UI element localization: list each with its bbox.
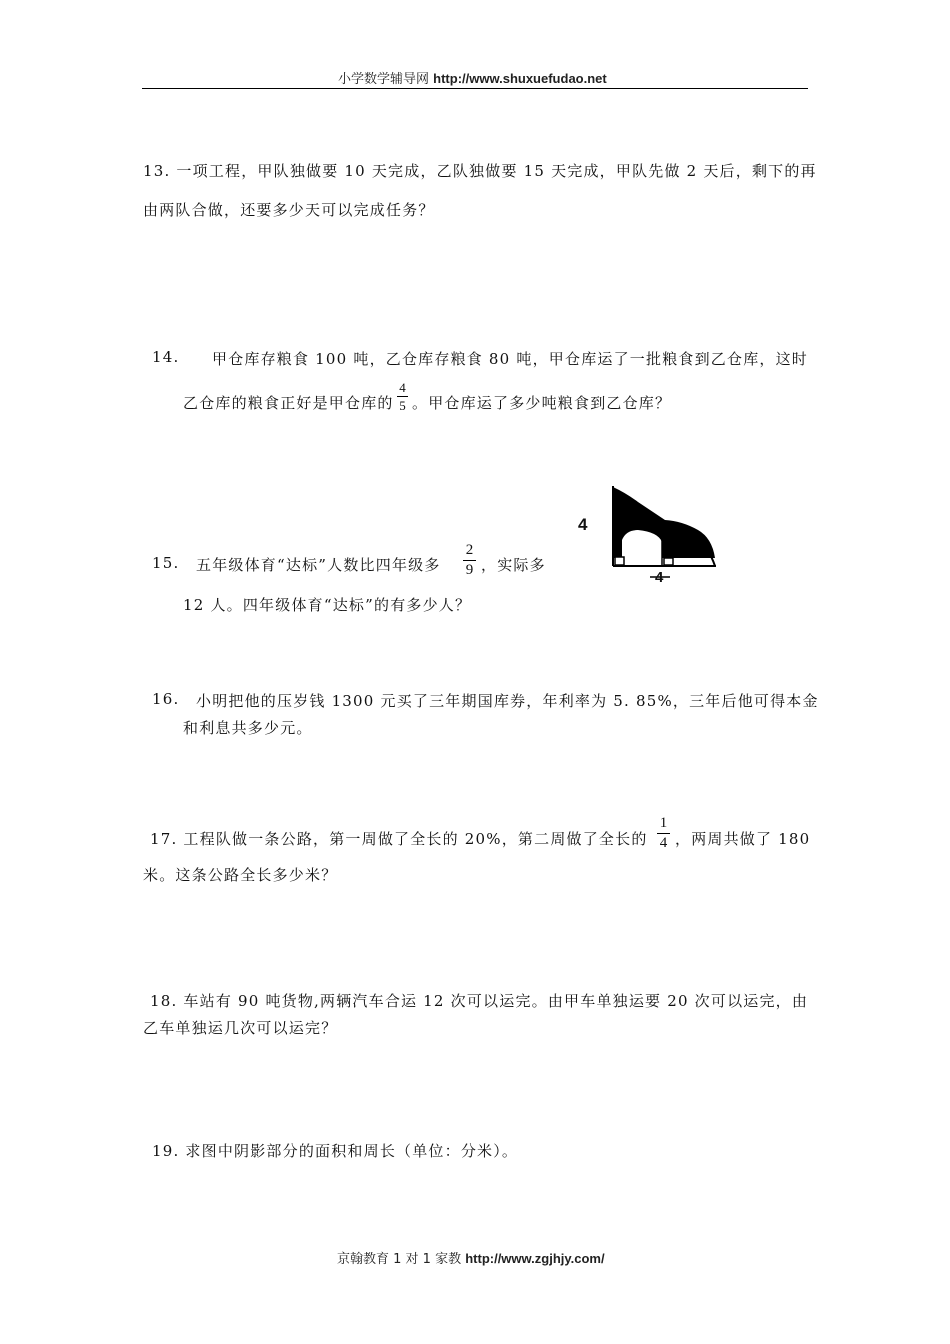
question-18-line-1: 18. 车站有 90 吨货物,两辆汽车合运 12 次可以运完。由甲车单独运要 20 次可以运完，由 [150,992,809,1010]
question-14-line-1: 甲仓库存粮食 100 吨，乙仓库存粮食 80 吨，甲仓库运了一批粮食到乙仓库，这时 [212,350,808,368]
question-17-line-2: 米。这条公路全长多少米？ [143,866,338,884]
header-site-name: 小学数学辅导网 [338,72,430,87]
fraction-one-quarter [657,816,670,851]
header-divider [142,88,808,89]
header-url[interactable]: http://www.shuxuefudao.net [433,71,607,86]
question-17-line-1a: 17. 工程队做一条公路，第一周做了全长的 20%，第二周做了全长的 [150,830,648,848]
question-15-line-2: 12 人。四年级体育“达标”的有多少人？ [183,596,472,614]
shaded-region [613,487,715,558]
question-16-line-2: 和利息共多少元。 [183,719,313,737]
question-15-line-1a: 五年级体育“达标”人数比四年级多 [196,556,441,574]
question-18-line-2: 乙车单独运几次可以运完？ [143,1019,338,1037]
fraction-denominator: 5 [399,398,406,413]
fraction-bar [657,833,670,834]
question-15-line-1b: ，实际多 [481,556,546,574]
question-14-line-2b: 。甲仓库运了多少吨粮食到乙仓库？ [412,394,672,412]
fraction-numerator: 1 [659,815,668,831]
question-16-line-1: 小明把他的压岁钱 1300 元买了三年期国库券，年利率为 5. 85%，三年后他可得本金 [196,692,819,710]
page-footer [337,1248,605,1267]
footer-text: 京翰教育 1 对 1 家教 [337,1252,462,1267]
right-angle-mark-left [615,557,624,565]
shaded-region-figure [570,480,730,590]
footer-url[interactable]: http://www.zgjhjy.com/ [465,1251,605,1266]
figure-label-left: 4 [578,515,588,534]
question-16-number: 16. [152,690,180,708]
fraction-bar [397,396,408,397]
fraction-denominator: 4 [659,835,668,851]
fraction-four-fifths [397,381,408,412]
question-14-number: 14. [152,348,180,366]
question-15-number: 15. [152,554,180,572]
question-19-line-1: 19. 求图中阴影部分的面积和周长（单位：分米）。 [152,1142,519,1160]
right-angle-mark-center [664,558,673,565]
fraction-denominator: 9 [465,562,474,578]
question-14-line-2a: 乙仓库的粮食正好是甲仓库的 [183,394,394,412]
fraction-bar [463,560,476,561]
question-13-line-2: 由两队合做，还要多少天可以完成任务？ [143,201,435,219]
page-header [338,68,607,87]
fraction-numerator: 2 [465,542,474,558]
figure-label-bottom: 4 [655,569,664,586]
question-13-line-1: 13. 一项工程，甲队独做要 10 天完成，乙队独做要 15 天完成，甲队先做 2 天后，剩下的再 [143,162,817,180]
fraction-two-ninths [463,543,476,578]
fraction-numerator: 4 [399,380,406,395]
question-17-line-1b: ，两周共做了 180 [675,830,811,848]
